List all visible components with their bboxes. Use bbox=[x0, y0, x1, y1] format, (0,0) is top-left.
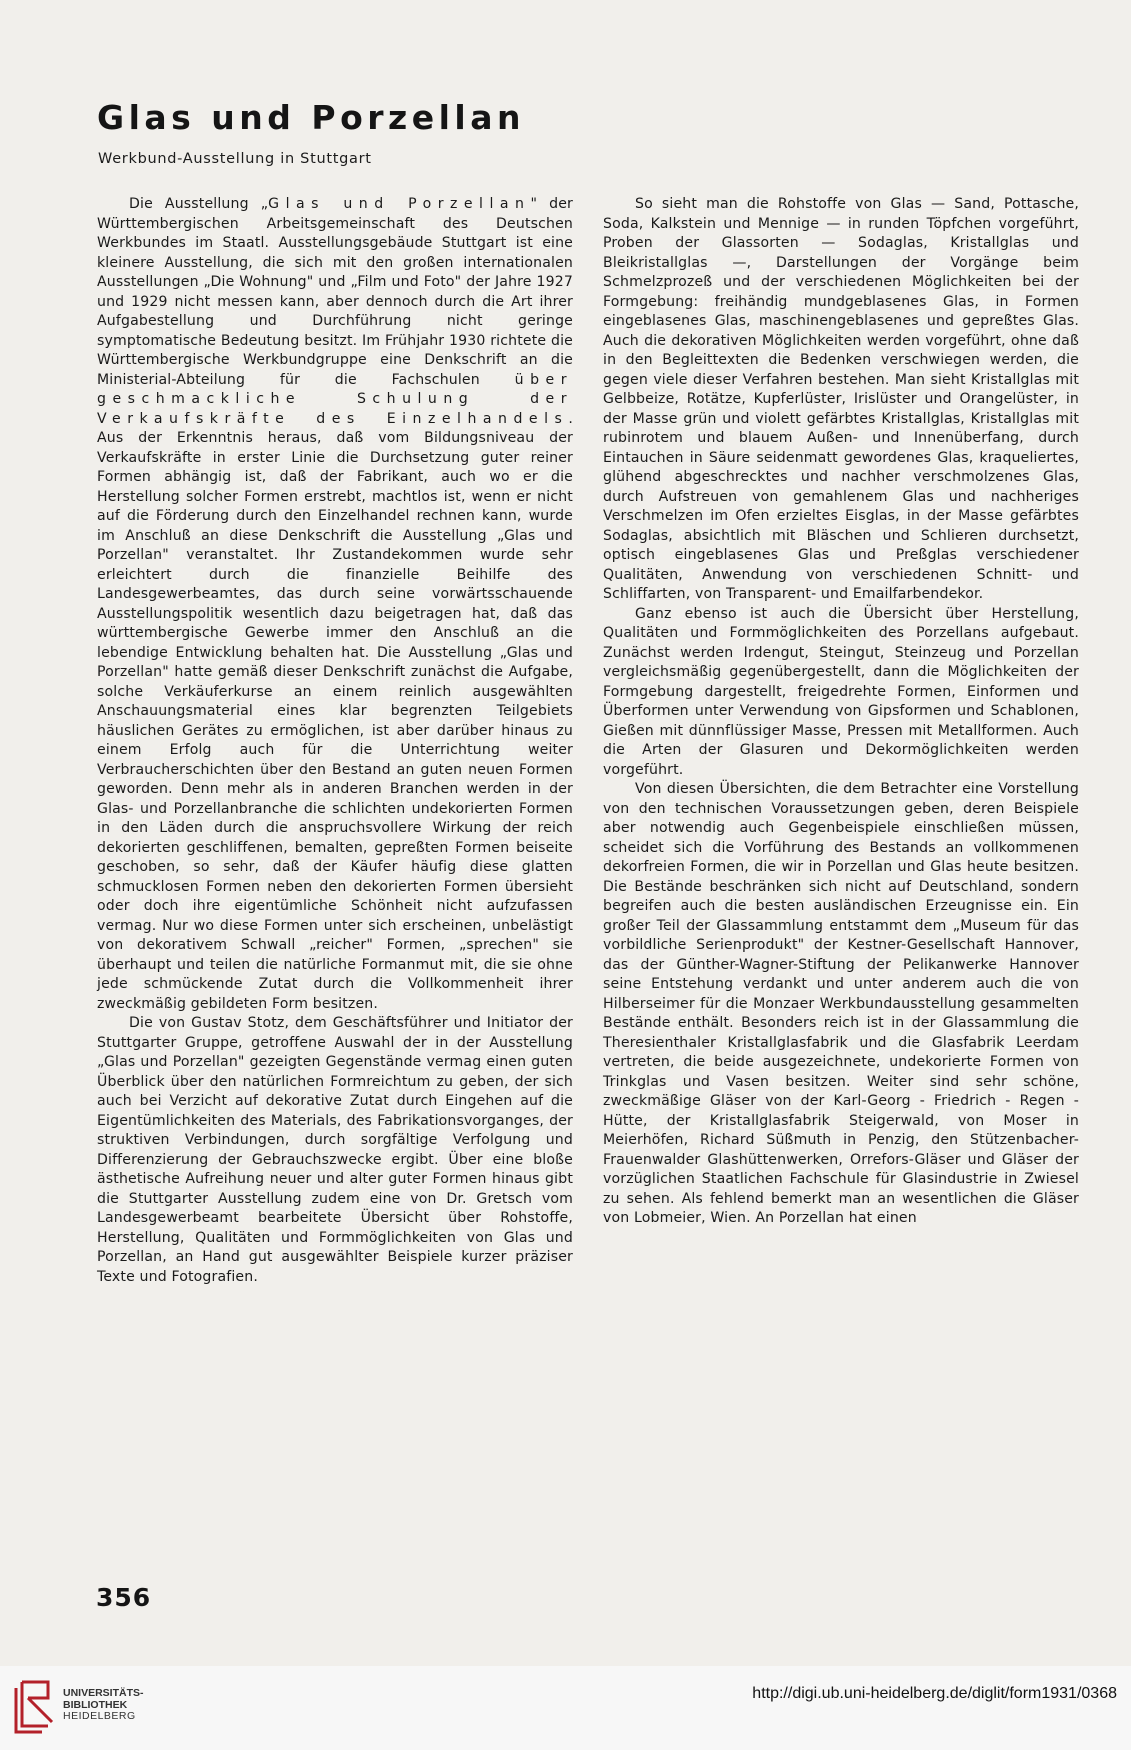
left-column bbox=[97, 195, 573, 1287]
footer-bar bbox=[0, 1666, 1131, 1750]
p1-emphasis-title: Glas und Porzellan bbox=[268, 196, 531, 212]
right-column bbox=[603, 195, 1079, 1229]
left-paragraph-2: Die von Gustav Stotz, dem Geschäftsführer und Initiator der Stuttgarter Gruppe, getroffene Auswahl der in der Ausstellung „Glas und Porzellan" gezeigten Gegenstände vermag einen guten Überblick über den natürlichen Formreichtum zu geben, der sich auch bei Verzicht auf dekorative Zutat durch Eingehen auf die Eigentümlichkeiten des Materials, des Fabrikationsvorganges, der struktiven Verbindungen, durch sorgfältige Verfolgung und Differenzierung der Gebrauchszwecke ergibt. Über eine bloße ästhetische Aufreihung neuer und alter guter Formen hinaus gibt die Stuttgarter Ausstellung zudem eine von Dr. Gretsch vom Landesgewerbeamt bearbeitete Übersicht über Rohstoffe, Herstellung, Qualitäten und Formmöglichkeiten von Glas und Porzellan, an Hand gut ausgewählter Beispiele kurzer präziser Texte und Fotografien. bbox=[97, 1015, 573, 1285]
library-line-3: HEIDELBERG bbox=[63, 1710, 136, 1722]
p1-text-c: " der Württembergischen Arbeitsgemeinschaft des Deutschen Werkbundes im Staatl. Ausstellungsgebäude Stuttgart ist eine kleinere Ausstellung, die sich mit den großen internationalen Ausstellungen „Die Wohnung" und „Film und Foto" der Jahre 1927 und 1929 nicht messen kann, aber dennoch durch die Art ihrer Aufgabestellung und Durchführung nicht geringe symptomatische Bedeutung besitzt. Im Frühjahr 1930 richtete die Württembergische Werkbundgruppe eine Denkschrift an die Ministerial-Abteilung für die Fachschulen bbox=[97, 196, 573, 388]
page-number: 356 bbox=[96, 1583, 152, 1612]
library-name bbox=[63, 1688, 144, 1723]
right-paragraph-3: Von diesen Übersichten, die dem Betrachter eine Vorstellung von den technischen Voraussetzungen geben, deren Beispiele aber notwendig auch Gegenbeispiele einschließen müssen, scheidet sich die Vorführung des Bestands an vollkommenen dekorfreien Formen, die wir in Porzellan und Glas heute besitzen. Die Bestände beschränken sich nicht auf Deutschland, sondern begreifen auch die besten ausländischen Erzeugnisse ein. Ein großer Teil der Glassammlung entstammt dem „Museum für das vorbildliche Serienprodukt" der Kestner-Gesellschaft Hannover, das der Günther-Wagner-Stiftung der Pelikanwerke Hannover seine Entstehung verdankt und unter anderem auch die von Hilberseimer für die Monzaer Werkbundausstellung gesammelten Bestände enthält. Besonders reich ist in der Glassammlung die Theresienthaler Kristallglasfabrik und die Glasfabrik Leerdam vertreten, die beide ausgezeichnete, undekorierte Formen von Trinkglas und Vasen besitzen. Weiter sind sehr schöne, zweckmäßige Gläser von der Karl-Georg - Friedrich - Regen - Hütte, der Kristallglasfabrik Steigerwald, von Moser in Meierhöfen, Richard Süßmuth in Penzig, den Stützenbacher-Frauenwalder Glashüttenwerken, Orrefors-Gläser und Gläser der vorzüglichen Staatlichen Fachschule für Glasindustrie in Zwiesel zu sehen. Als fehlend bemerkt man an wesentlichen die Gläser von Lobmeier, Wien. An Porzellan hat einen bbox=[603, 781, 1079, 1226]
right-paragraph-1: So sieht man die Rohstoffe von Glas — Sand, Pottasche, Soda, Kalkstein und Mennige — in runden Töpfchen vorgeführt, Proben der Glassorten — Sodaglas, Kristallglas und Bleikristallglas —, Darstellungen der Vorgänge beim Schmelzprozeß und der verschiedenen Möglichkeiten bei der Formgebung: freihändig mundgeblasenes Glas, in Formen eingeblasenes Glas, maschinengeblasenes und gepreßtes Glas. Auch die dekorativen Möglichkeiten werden vorgeführt, ohne daß in den Begleittexten die Bedenken verschwiegen werden, die gegen viele dieser Verfahren bestehen. Man sieht Kristallglas mit Gelbbeize, Rotätze, Kupferlüster, Irislüster und Orangelüster, in der Masse grün und violett gefärbtes Kristallglas, Kristallglas mit rubinrotem und blauem Außen- und Innenüberfang, durch Eintauchen in Säure seidenmatt gewordenes Glas, kraqueliertes, glühend abgeschrecktes und nachher verschmolzenes Glas, durch Aufstreuen von gemahlenem Glas und nachheriges Verschmelzen im Ofen erzieltes Eisglas, in der Masse gefärbtes Sodaglas, absichtlich mit Bläschen und Schlieren durchsetzt, optisch eingeblasenes Glas und Preßglas verschiedener Qualitäten, Anwendung von verschiedenen Schnitt- und Schliffarten, von Transparent- und Emailfarbendekor. bbox=[603, 196, 1079, 602]
p1-emphasis-topic: über geschmackliche Schulung der Verkaufskräfte des Einzelhandels bbox=[97, 371, 573, 427]
right-paragraph-2: Ganz ebenso ist auch die Übersicht über Herstellung, Qualitäten und Formmöglichkeiten des Porzellans aufgebaut. Zunächst werden Irdengut, Steingut, Steinzeug und Porzellan vergleichsmäßig gegenübergestellt, dann die Möglichkeiten der Formgebung dargestellt, freigedrehte Formen, Einformen und Überformen unter Verwendung von Gipsformen und Schablonen, Gießen mit dünnflüssiger Masse, Pressen mit Metallformen. Auch die Arten der Glasuren und Dekormöglichkeiten werden vorgeführt. bbox=[603, 605, 1079, 778]
library-line-2: BIBLIOTHEK bbox=[63, 1698, 128, 1711]
library-line-1: UNIVERSITÄTS- bbox=[63, 1687, 144, 1699]
left-paragraph-1 bbox=[97, 195, 573, 1014]
article-subtitle: Werkbund-Ausstellung in Stuttgart bbox=[98, 151, 372, 167]
article-title: Glas und Porzellan bbox=[97, 98, 525, 137]
source-url-link[interactable]: http://digi.ub.uni-heidelberg.de/diglit/form1931/0368 bbox=[752, 1685, 1117, 1702]
university-library-logo-icon bbox=[12, 1678, 56, 1736]
p1-text-a: Die Ausstellung „ bbox=[129, 196, 269, 212]
p1-text-e: . Aus der Erkenntnis heraus, daß vom Bildungsniveau der Verkaufskräfte in erster Linie die Durchsetzung guter reiner Formen abhängig ist, daß der Fabrikant, auch wo er die Herstellung solcher Formen erstrebt, machtlos ist, wenn er nicht auf die Förderung durch den Einzelhandel rechnen kann, wurde im Anschluß an diese Denkschrift die Ausstellung „Glas und Porzellan" veranstaltet. Ihr Zustandekommen wurde sehr erleichtert durch die finanzielle Beihilfe des Landesgewerbeamtes, das durch seine vorwärtsschauende Ausstellungspolitik wesentlich dazu beigetragen hat, daß das württembergische Gewerbe immer den Anschluß an die lebendige Entwicklung behalten hat. Die Ausstellung „Glas und Porzellan" hatte gemäß dieser Denkschrift zunächst die Aufgabe, solche Verkäuferkurse an einem reinlich ausgewählten Anschauungsmaterial eines klar begrenzten Teilgebiets häuslichen Gerätes zu ermöglichen, ist aber darüber hinaus zu einem Erfolg auch für die Unterrichtung weiter Verbraucherschichten über den Bestand an guten neuen Formen geworden. Denn mehr als in anderen Branchen werden in der Glas- und Porzellanbranche die schlichten undekorierten Formen in den Läden durch die anspruchsvollere Wirkung der reich dekorierten geschliffenen, bemalten, gepreßten Formen beiseite geschoben, so sehr, daß der Käufer häufig diese glatten schmucklosen Formen neben den dekorierten Formen übersieht oder doch ihre eigentümliche Schönheit nicht aufzufassen vermag. Nur wo diese Formen unter sich erscheinen, unbelästigt von dekorativem Schwall „reicher" Formen, „sprechen" sie überhaupt und teilen die natürliche Formanmut mit, die sie ohne jede schmückende Zutat durch die Vollkommenheit ihrer zweckmäßig gebildeten Form besitzen. bbox=[97, 410, 573, 1012]
